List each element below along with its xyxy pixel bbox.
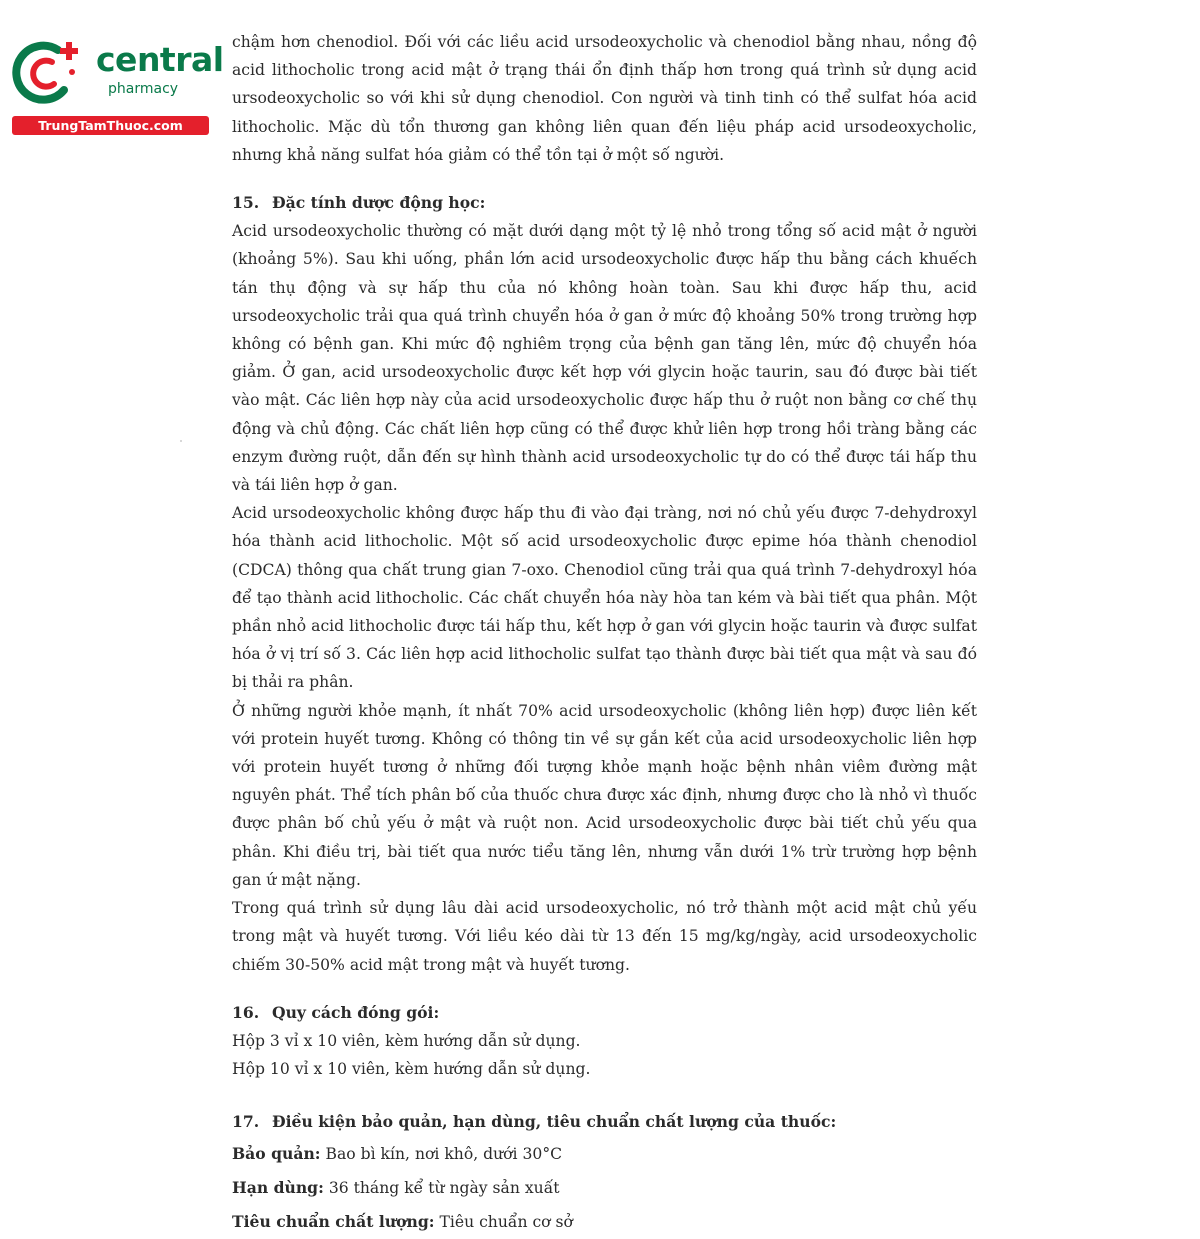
quality-standard-value: Tiêu chuẩn cơ sở xyxy=(439,1212,573,1231)
section-17-heading xyxy=(232,1108,977,1136)
document-body xyxy=(232,28,977,1239)
red-stamp-mark xyxy=(1023,528,1041,680)
storage-label: Bảo quản: xyxy=(232,1143,321,1163)
logo-url-banner: TrungTamThuoc.com xyxy=(12,116,209,135)
section-16-heading xyxy=(232,999,977,1027)
section-number: 16. xyxy=(232,1002,260,1022)
storage-item xyxy=(232,1137,977,1171)
quality-standard-item xyxy=(232,1205,977,1239)
section-15-paragraph: Acid ursodeoxycholic không được hấp thu đi vào đại tràng, nơi nó chủ yếu được 7-dehydroxyl hóa thành acid lithocholic. Một số acid ursodeoxycholic được epime hóa thành chenodiol (CDCA) thông qua chất trung gian 7-oxo. Chenodiol cũng trải qua quá trình 7-dehydroxyl hóa để tạo thành acid lithocholic. Các chất chuyển hóa này hòa tan kém và bài tiết qua phân. Một phần nhỏ acid lithocholic được tái hấp thu, kết hợp ở gan với glycin hoặc taurin và được sulfat hóa ở vị trí số 3. Các liên hợp acid lithocholic sulfat tạo thành được bài tiết qua mật và sau đó bị thải ra phân. xyxy=(232,504,977,692)
intro-paragraph: chậm hơn chenodiol. Đối với các liều acid ursodeoxycholic và chenodiol bằng nhau, nồng độ acid lithocholic trong acid mật ở trạng thái ổn định thấp hơn trong quá trình sử dụng acid ursodeoxycholic so với khi sử dụng chenodiol. Con người và tinh tinh có thể sulfat hóa acid lithocholic. Mặc dù tổn thương gan không liên quan đến liệu pháp acid ursodeoxycholic, nhưng khả năng sulfat hóa giảm có thể tồn tại ở một số người. xyxy=(232,33,977,164)
shelf-life-label: Hạn dùng: xyxy=(232,1177,324,1197)
packaging-line: Hộp 10 vỉ x 10 viên, kèm hướng dẫn sử dụng. xyxy=(232,1060,591,1079)
storage-value: Bao bì kín, nơi khô, dưới 30°C xyxy=(325,1144,563,1163)
section-title: Đặc tính dược động học: xyxy=(272,193,486,213)
logo-subtitle: pharmacy xyxy=(108,81,179,97)
central-logo-icon xyxy=(12,38,90,108)
section-title: Điều kiện bảo quản, hạn dùng, tiêu chuẩn chất lượng của thuốc: xyxy=(272,1112,837,1132)
section-number: 15. xyxy=(232,193,260,213)
packaging-line: Hộp 3 vỉ x 10 viên, kèm hướng dẫn sử dụng. xyxy=(232,1031,581,1050)
scan-speck xyxy=(180,440,182,442)
quality-standard-label: Tiêu chuẩn chất lượng: xyxy=(232,1211,435,1231)
section-title: Quy cách đóng gói: xyxy=(272,1002,440,1022)
section-15-paragraph: Ở những người khỏe mạnh, ít nhất 70% acid ursodeoxycholic (không liên hợp) được liên kết với protein huyết tương. Không có thông tin về sự gắn kết của acid ursodeoxycholic liên hợp với protein huyết tương ở những đối tượng khỏe mạnh hoặc bệnh nhân viêm đường mật nguyên phát. Thể tích phân bố của thuốc chưa được xác định, nhưng được cho là nhỏ vì thuốc được phân bố chủ yếu ở mật và ruột non. Acid ursodeoxycholic được bài tiết chủ yếu qua phân. Khi điều trị, bài tiết qua nước tiểu tăng lên, nhưng vẫn dưới 1% trừ trường hợp bệnh gan ứ mật nặng. xyxy=(232,701,977,889)
shelf-life-value: 36 tháng kể từ ngày sản xuất xyxy=(328,1178,560,1197)
section-15-paragraph: Trong quá trình sử dụng lâu dài acid ursodeoxycholic, nó trở thành một acid mật chủ yếu trong mật và huyết tương. Với liều kéo dài từ 13 đến 15 mg/kg/ngày, acid ursodeoxycholic chiếm 30-50% acid mật trong mật và huyết tương. xyxy=(232,899,977,974)
section-15-paragraph: Acid ursodeoxycholic thường có mặt dưới dạng một tỷ lệ nhỏ trong tổng số acid mật ở người (khoảng 5%). Sau khi uống, phần lớn acid ursodeoxycholic được hấp thu bằng cách khuếch tán thụ động và sự hấp thu của nó không hoàn toàn. Sau khi được hấp thu, acid ursodeoxycholic trải qua quá trình chuyển hóa ở gan ở mức độ khoảng 50% trong trường hợp không có bệnh gan. Khi mức độ nghiêm trọng của bệnh gan tăng lên, mức độ chuyển hóa giảm. Ở gan, acid ursodeoxycholic được kết hợp với glycin hoặc taurin, sau đó được bài tiết vào mật. Các liên hợp này của acid ursodeoxycholic được hấp thu ở ruột non bằng cơ chế thụ động và chủ động. Các chất liên hợp cũng có thể được khử liên hợp trong hồi tràng bằng các enzym đường ruột, dẫn đến sự hình thành acid ursodeoxycholic tự do có thể được tái hấp thu và tái liên hợp ở gan. xyxy=(232,222,977,495)
section-number: 17. xyxy=(232,1112,260,1132)
central-pharmacy-logo xyxy=(10,38,224,138)
logo-name: central xyxy=(96,40,224,79)
section-15-heading xyxy=(232,189,977,217)
shelf-life-item xyxy=(232,1171,977,1205)
